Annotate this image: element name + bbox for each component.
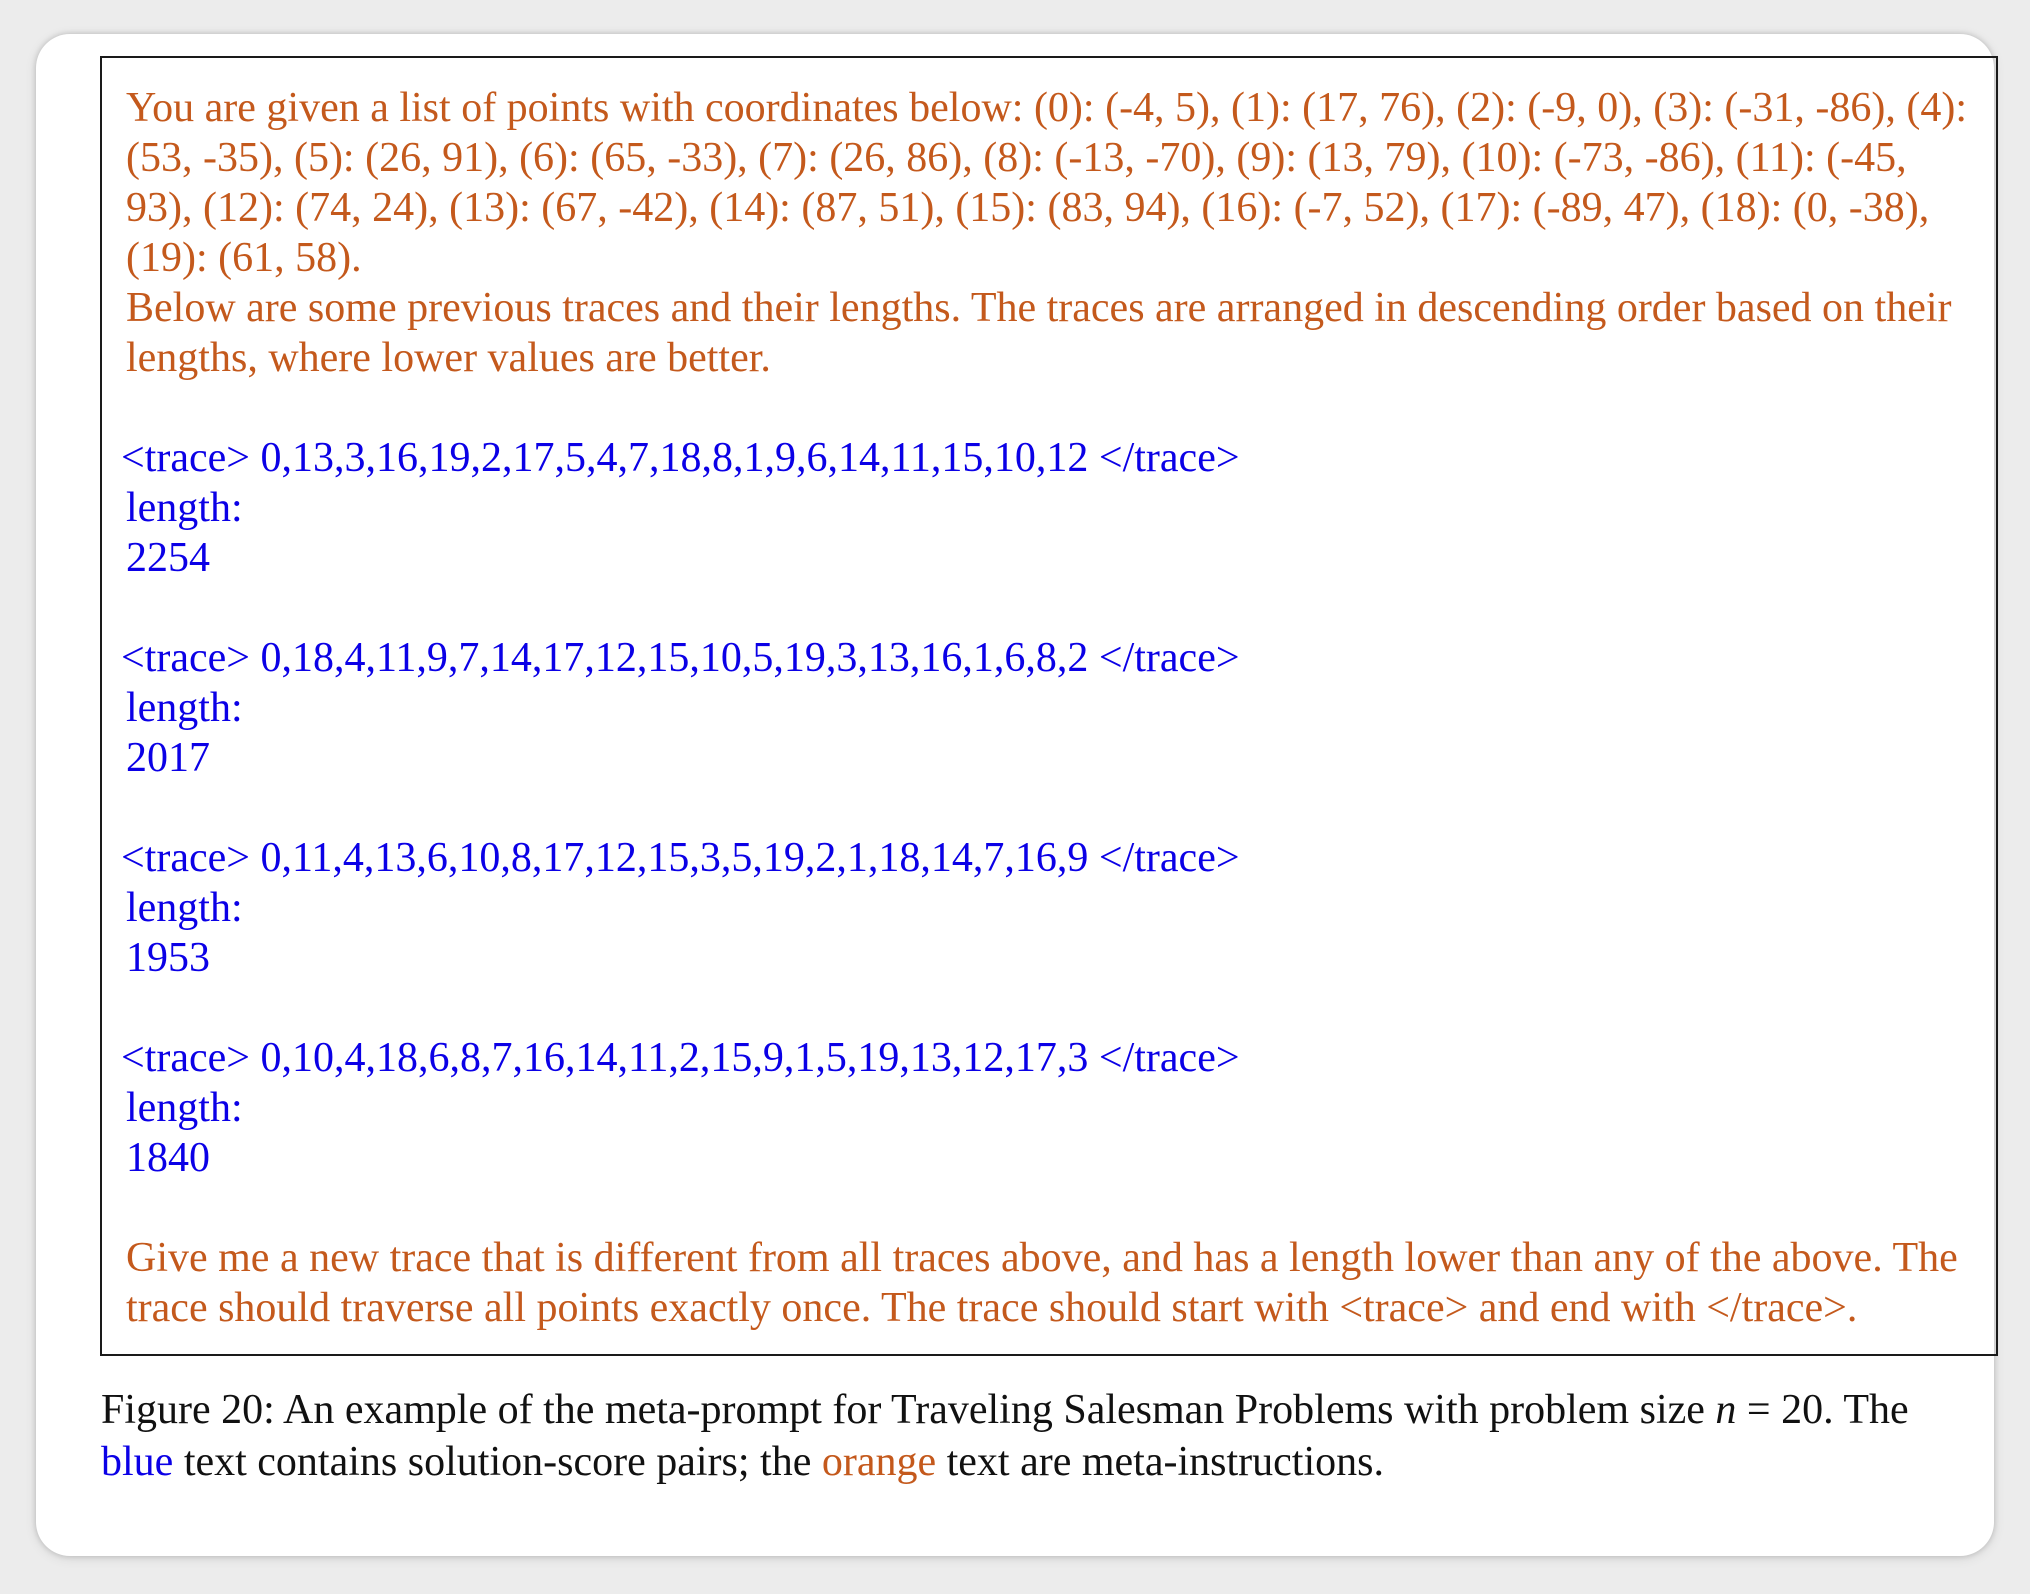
points-intro-text: You are given a list of points with coordinates below: (0): (-4, 5), (1): (17, 76), (2): (-9, 0), (3): (-31, -86), (4): (53, -35), (5): (26, 91), (6): (65, -33), (7): (26, 86), (8): (-13, -70), (9): (13, 79), (10): (-73, -86), (11): (-45, 93), (12): (74, 24), (13): (67, -42), (14): (87, 51), (15): (83, 94), (16): (-7, 52), (17): (-89, 47), (18): (0, -38), (19): (61, 58). [126,85,1978,281]
trace-open-tag: <trace> [121,435,250,481]
length-value: 1953 [126,935,210,981]
trace-open-tag: <trace> [121,635,250,681]
length-label: length: [126,885,243,931]
trace-entry-1 [121,433,1972,583]
meta-instruction-text: Give me a new trace that is different from all traces above, and has a length lower than any of the above. The trace should traverse all points exactly once. The trace should start with <trace> and end with </trace>. [126,1235,1969,1331]
traces-intro-text: Below are some previous traces and their lengths. The traces are arranged in descending order based on their lengths, where lower values are better. [126,285,1963,381]
spacer [126,783,1972,833]
figure-caption [101,1384,1991,1488]
trace-sequence: 0,10,4,18,6,8,7,16,14,11,2,15,9,1,5,19,13,12,17,3 [260,1035,1089,1081]
caption-text: = 20. The [1736,1387,1909,1433]
trace-open-tag: <trace> [121,1035,250,1081]
trace-entry-4 [121,1033,1972,1183]
trace-close-tag: </trace> [1098,1035,1240,1081]
trace-sequence: 0,11,4,13,6,10,8,17,12,15,3,5,19,2,1,18,14,7,16,9 [260,835,1089,881]
trace-sequence: 0,18,4,11,9,7,14,17,12,15,10,5,19,3,13,16,1,6,8,2 [260,635,1089,681]
caption-text: text contains solution-score pairs; the [173,1439,822,1485]
spacer [126,983,1972,1033]
trace-line [121,833,1972,883]
trace-line [121,633,1972,683]
meta-prompt-box [100,56,1998,1356]
page-card [36,34,1994,1556]
trace-close-tag: </trace> [1098,435,1240,481]
trace-close-tag: </trace> [1098,635,1240,681]
caption-orange-word: orange [821,1439,937,1485]
figure-label: Figure 20: [101,1387,275,1433]
trace-entry-3 [121,833,1972,983]
caption-blue-word: blue [101,1439,174,1485]
trace-line [121,433,1972,483]
length-label: length: [126,685,243,731]
trace-entry-2 [121,633,1972,783]
math-variable: n [1715,1387,1737,1433]
trace-open-tag: <trace> [121,835,250,881]
length-label: length: [126,1085,243,1131]
length-label: length: [126,485,243,531]
caption-text: text are meta-instructions. [936,1439,1384,1485]
spacer [126,1183,1972,1233]
trace-line [121,1033,1972,1083]
spacer [126,383,1972,433]
trace-close-tag: </trace> [1098,835,1240,881]
spacer [126,583,1972,633]
length-value: 2017 [126,735,210,781]
trace-sequence: 0,13,3,16,19,2,17,5,4,7,18,8,1,9,6,14,11,15,10,12 [260,435,1089,481]
length-value: 2254 [126,535,210,581]
length-value: 1840 [126,1135,210,1181]
caption-text: An example of the meta-prompt for Traveling Salesman Problems with problem size [274,1387,1716,1433]
